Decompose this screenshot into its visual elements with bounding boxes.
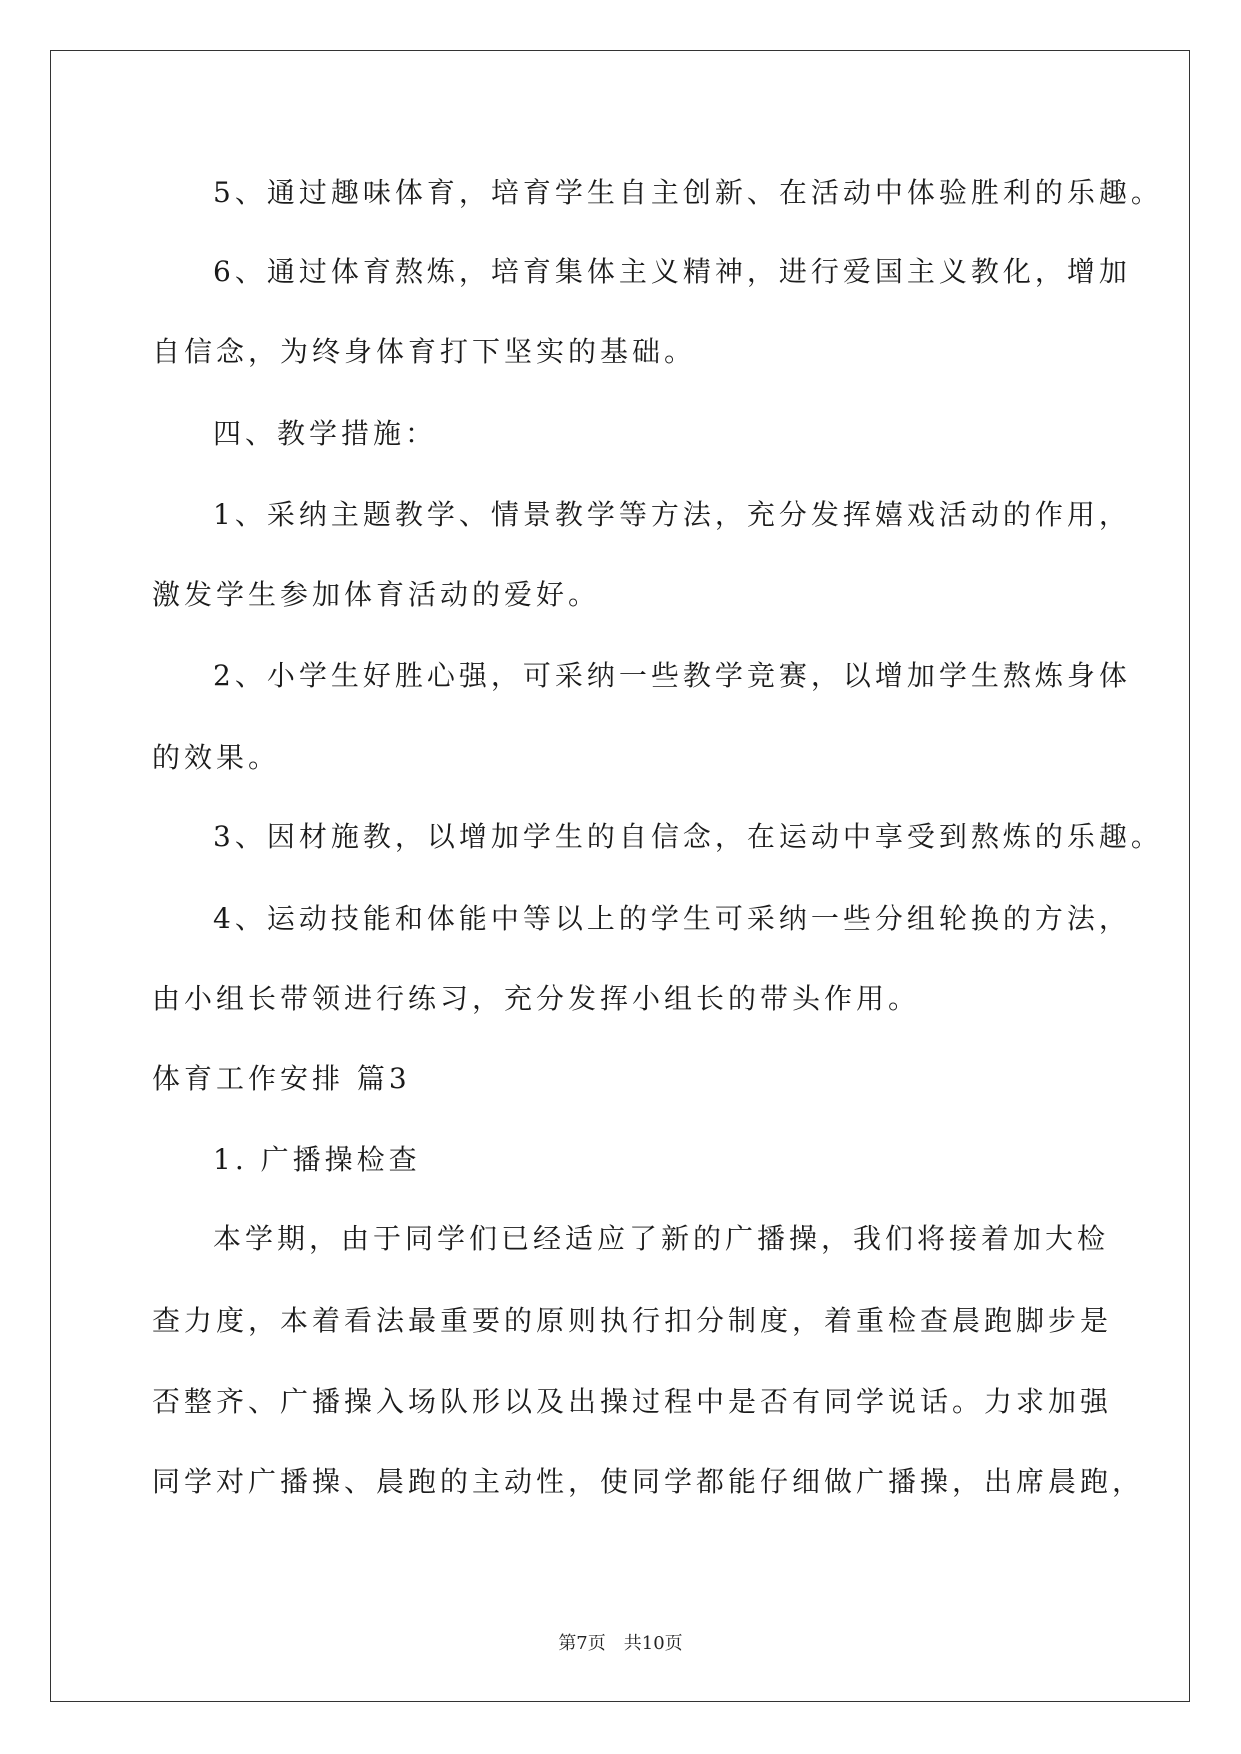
paragraph-line: 否整齐、广播操入场队形以及出操过程中是否有同学说话。力求加强 — [152, 1385, 1113, 1418]
page-number: 第7页 共10页 — [558, 1633, 683, 1654]
section-heading: 四、教学措施： — [213, 417, 438, 450]
paragraph-line: 查力度，本着看法最重要的原则执行扣分制度，着重检查晨跑脚步是 — [152, 1304, 1113, 1337]
paragraph-line: 激发学生参加体育活动的爱好。 — [152, 578, 601, 611]
paragraph-line: 的效果。 — [152, 741, 281, 774]
paragraph-line: 3、因材施教，以增加学生的自信念，在运动中享受到熬炼的乐趣。 — [213, 820, 1163, 853]
paragraph-line: 同学对广播操、晨跑的主动性，使同学都能仔细做广播操，出席晨跑， — [152, 1465, 1145, 1498]
paragraph-line: 2、小学生好胜心强，可采纳一些教学竞赛，以增加学生熬炼身体 — [213, 659, 1131, 692]
page-border — [50, 50, 1190, 1702]
paragraph-line: 5、通过趣味体育，培育学生自主创新、在活动中体验胜利的乐趣。 — [213, 176, 1163, 209]
paragraph-line: 由小组长带领进行练习，充分发挥小组长的带头作用。 — [152, 982, 921, 1015]
paragraph-line: 6、通过体育熬炼，培育集体主义精神，进行爱国主义教化，增加 — [213, 255, 1131, 288]
paragraph-line: 1、采纳主题教学、情景教学等方法，充分发挥嬉戏活动的作用， — [213, 498, 1131, 531]
paragraph-line: 自信念，为终身体育打下坚实的基础。 — [152, 335, 697, 368]
paragraph-line: 本学期，由于同学们已经适应了新的广播操，我们将接着加大检 — [213, 1222, 1110, 1255]
subsection-heading: 1. 广播操检查 — [213, 1143, 421, 1176]
paragraph-line: 4、运动技能和体能中等以上的学生可采纳一些分组轮换的方法， — [213, 902, 1131, 935]
section-title: 体育工作安排 篇3 — [152, 1062, 411, 1095]
